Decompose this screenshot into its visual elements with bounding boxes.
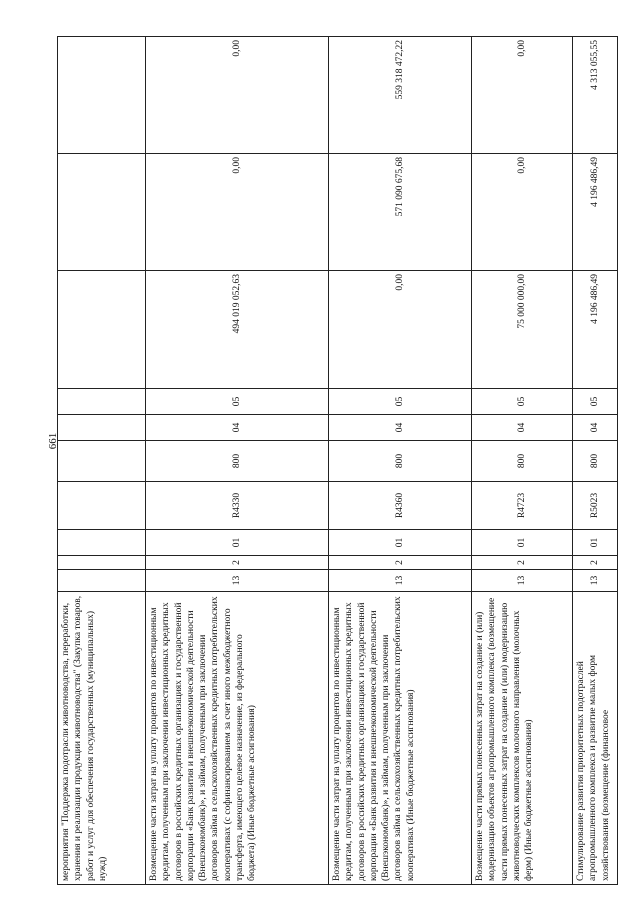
col-section — [58, 415, 146, 441]
col-section: 04 — [329, 415, 472, 441]
col-program-code: 13 — [573, 570, 618, 592]
col-direction-code — [58, 482, 146, 530]
col-amount-year3: 0,00 — [472, 37, 573, 154]
col-subprogram-code: 2 — [329, 556, 472, 570]
col-subsection: 05 — [472, 389, 573, 415]
col-subprogram-code: 2 — [472, 556, 573, 570]
col-expense-type: 800 — [573, 441, 618, 482]
col-expense-type: 800 — [472, 441, 573, 482]
table-row — [573, 37, 618, 885]
table-row — [329, 37, 472, 885]
col-subprogram-code: 2 — [146, 556, 329, 570]
col-amount-year1: 75 000 000,00 — [472, 271, 573, 389]
col-subsection: 05 — [146, 389, 329, 415]
col-section: 04 — [573, 415, 618, 441]
col-amount-year1: 4 196 486,49 — [573, 271, 618, 389]
col-program-code: 13 — [329, 570, 472, 592]
col-main-activity-code: 01 — [146, 530, 329, 556]
row-description: Стимулирование развития приоритетных подотраслей агропромышленного комплекса и развитие малых форм хозяйствования (возмещение (финансовое — [573, 592, 618, 885]
col-program-code: 13 — [472, 570, 573, 592]
col-amount-year2: 0,00 — [146, 154, 329, 271]
col-section: 04 — [472, 415, 573, 441]
col-amount-year1: 494 019 052,63 — [146, 271, 329, 389]
row-description: мероприятия "Поддержка подотрасли животноводства, переработки, хранения и реализации продукции животноводства" (Закупка товаров, работ и услуг для обеспечения государственных (муниципальных) нужд) — [58, 592, 146, 885]
col-expense-type: 800 — [146, 441, 329, 482]
col-amount-year3: 0,00 — [146, 37, 329, 154]
rotated-table-wrapper — [57, 37, 611, 885]
col-expense-type: 800 — [329, 441, 472, 482]
col-subprogram-code: 2 — [573, 556, 618, 570]
col-subsection: 05 — [329, 389, 472, 415]
col-amount-year3 — [58, 37, 146, 154]
col-subsection — [58, 389, 146, 415]
col-amount-year1 — [58, 271, 146, 389]
col-expense-type — [58, 441, 146, 482]
col-direction-code: R4330 — [146, 482, 329, 530]
col-program-code — [58, 570, 146, 592]
row-description: Возмещение части затрат на уплату процентов по инвестиционным кредитам, полученным при заключении инвестиционных кредитных договоров в российских кредитных организациях и государственной корпорации «Банк развития и внешнеэкономической деятельности (Внешэкономбанк)», и займам, полученным при заключении договоров займа в сельскохозяйственных кредитных потребительских кооперативах (с софинансированием за счет иного межбюджетного трансферта, имеющего целевое назначение, из федерального бюджета) (Иные бюджетные ассигнования) — [146, 592, 329, 885]
budget-table-page — [57, 37, 611, 885]
table-row — [146, 37, 329, 885]
col-section: 04 — [146, 415, 329, 441]
col-main-activity-code: 01 — [573, 530, 618, 556]
col-direction-code: R4723 — [472, 482, 573, 530]
table-row — [472, 37, 573, 885]
col-main-activity-code — [58, 530, 146, 556]
col-amount-year2 — [58, 154, 146, 271]
col-amount-year2: 0,00 — [472, 154, 573, 271]
col-program-code: 13 — [146, 570, 329, 592]
budget-table — [57, 36, 618, 885]
table-row — [58, 37, 146, 885]
col-direction-code: R4360 — [329, 482, 472, 530]
col-subprogram-code — [58, 556, 146, 570]
col-amount-year2: 4 196 486,49 — [573, 154, 618, 271]
col-amount-year3: 559 318 472,22 — [329, 37, 472, 154]
col-direction-code: R5023 — [573, 482, 618, 530]
row-description: Возмещение части затрат на уплату процентов по инвестиционным кредитам, полученным при заключении инвестиционных кредитных договоров в российских кредитных организациях и государственной корпорации «Банк развития и внешнеэкономической деятельности (Внешэкономбанк)», и займам, полученным при заключении договоров займа в сельскохозяйственных кредитных потребительских кооперативах (Иные бюджетные ассигнования) — [329, 592, 472, 885]
col-main-activity-code: 01 — [329, 530, 472, 556]
col-main-activity-code: 01 — [472, 530, 573, 556]
page-number: 661 — [47, 432, 59, 450]
col-subsection: 05 — [573, 389, 618, 415]
col-amount-year3: 4 313 055,55 — [573, 37, 618, 154]
row-description: Возмещение части прямых понесенных затрат на создание и (или) модернизацию объектов агропромышленного комплекса (возмещение части прямых понесенных затрат на создание и (или) модернизацию животноводческих комплексов молочного направления (молочных ферм) (Иные бюджетные ассигнования) — [472, 592, 573, 885]
col-amount-year2: 571 090 675,68 — [329, 154, 472, 271]
col-amount-year1: 0,00 — [329, 271, 472, 389]
